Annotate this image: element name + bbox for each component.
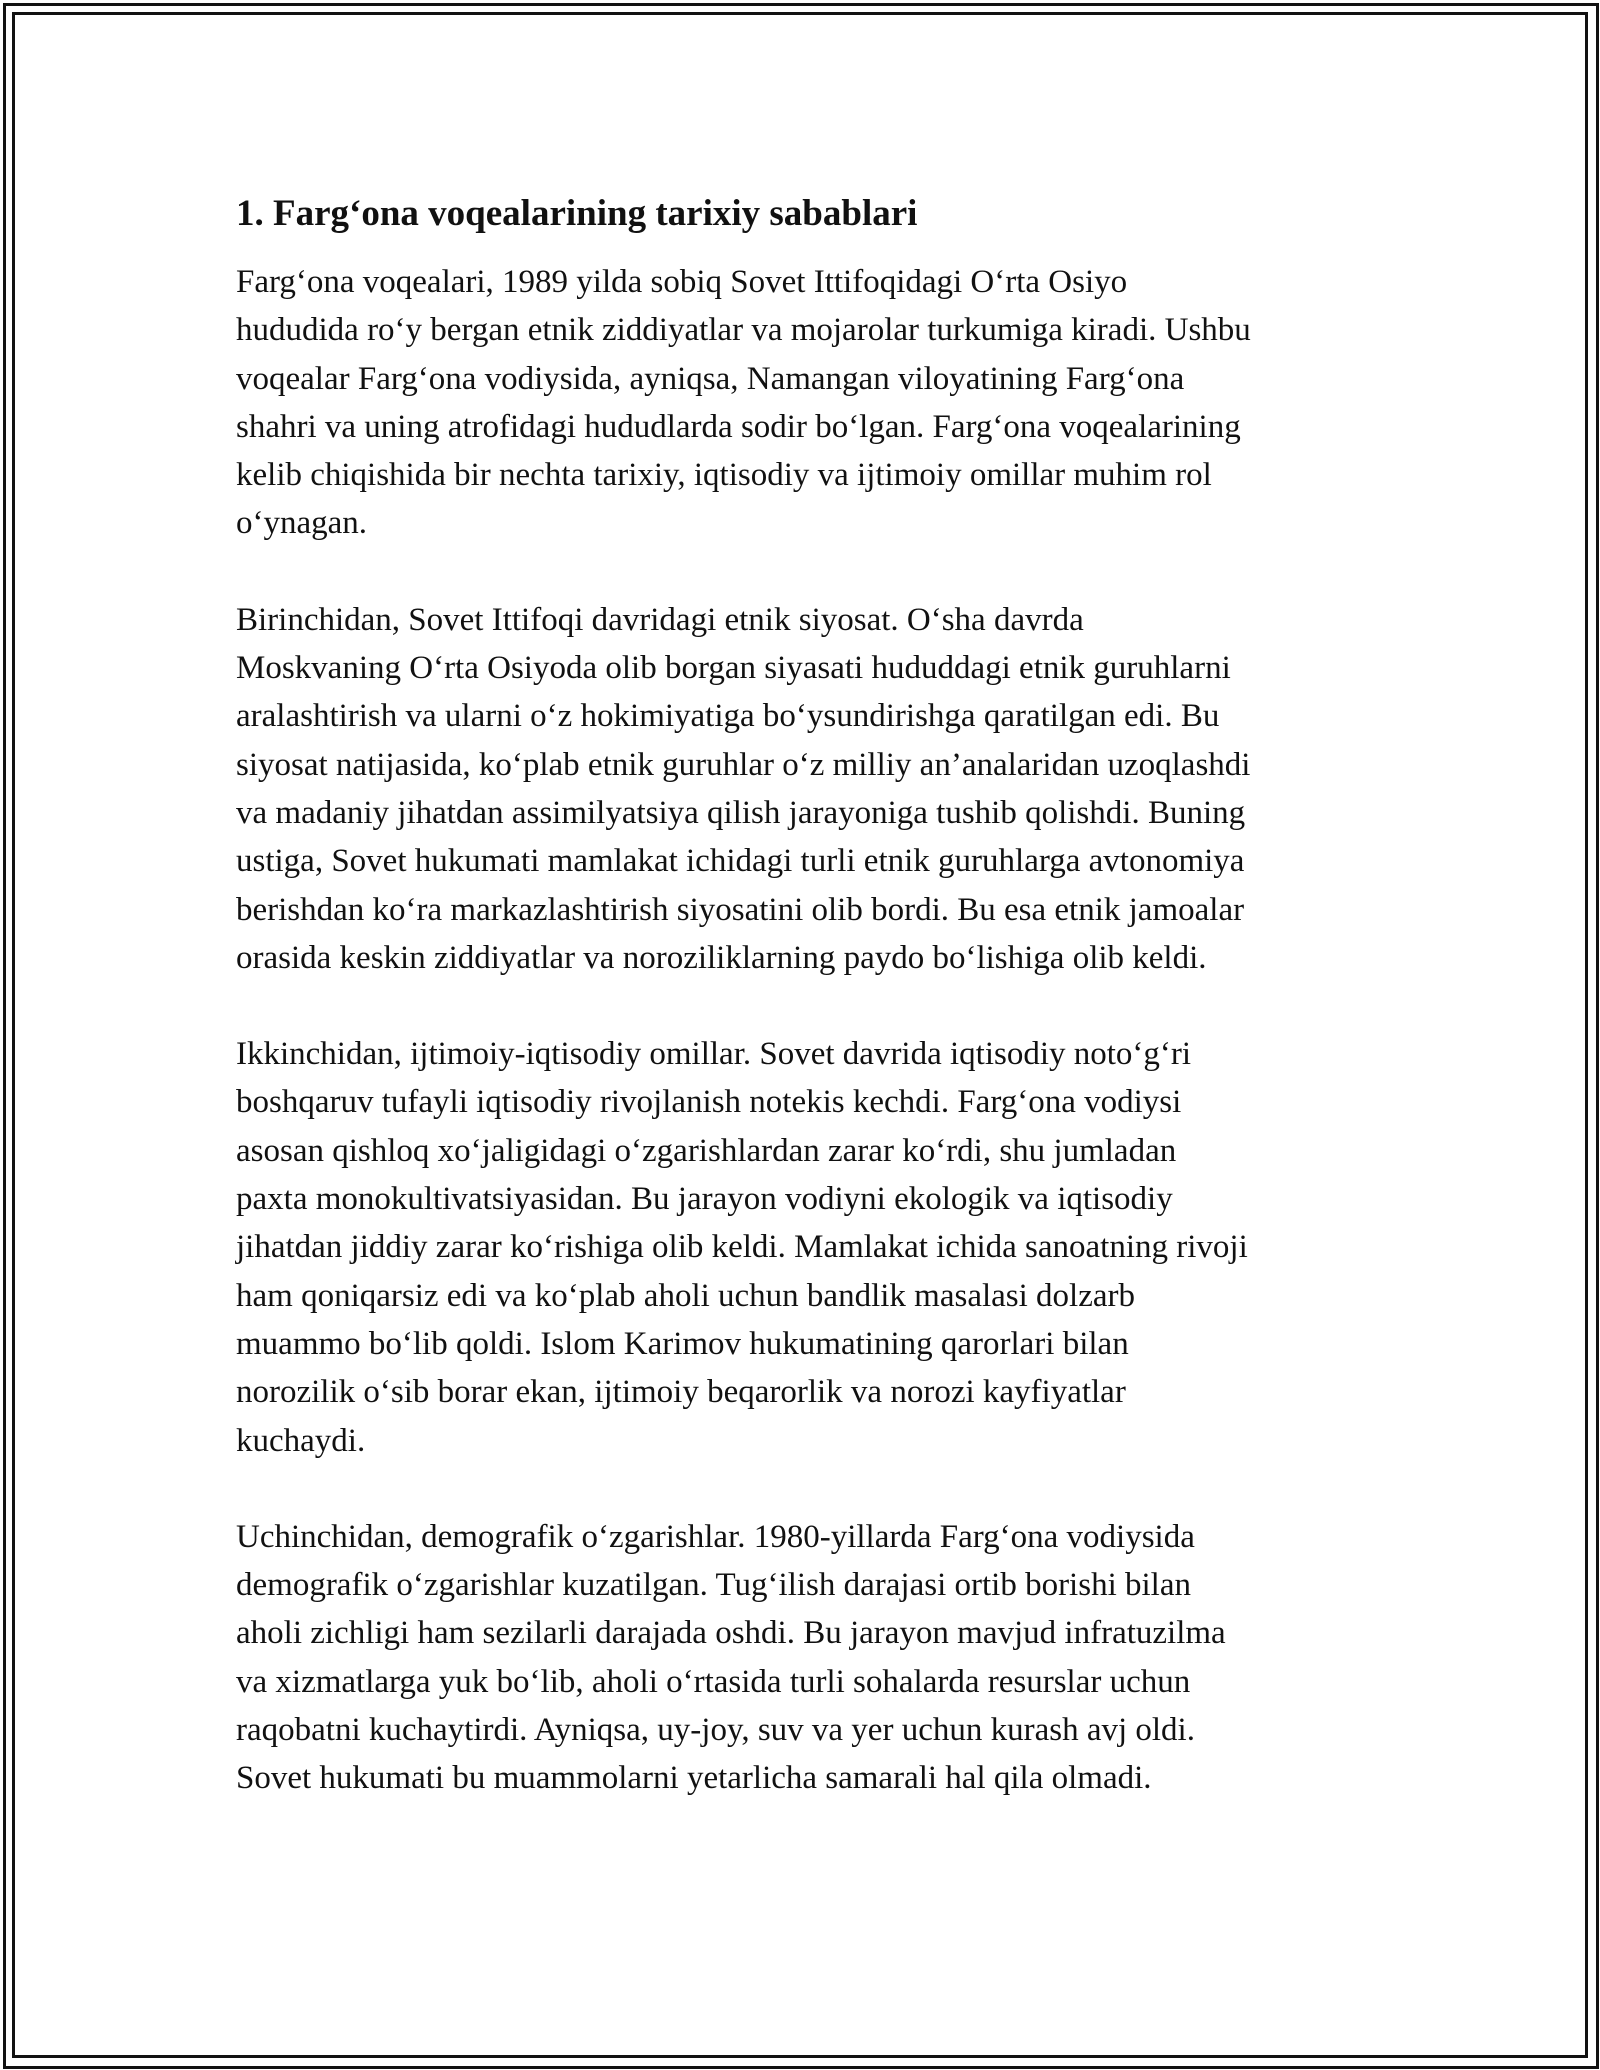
text-line: aholi zichligi ham sezilarli darajada oshdi. Bu jarayon mavjud infratuzilma: [236, 1615, 1226, 1652]
text-line: ustiga, Sovet hukumati mamlakat ichidagi turli etnik guruhlarga avtonomiya: [236, 843, 1245, 880]
text-line: Uchinchidan, demografik o‘zgarishlar. 1980-yillarda Farg‘ona vodiysida: [236, 1518, 1195, 1555]
text-line: va madaniy jihatdan assimilyatsiya qilish jarayoniga tushib qolishdi. Buning: [236, 794, 1246, 831]
document-body: [236, 188, 1366, 1851]
paragraph: [236, 1513, 1366, 1803]
text-line: Farg‘ona voqealari, 1989 yilda sobiq Sovet Ittifoqidagi O‘rta Osiyo: [236, 264, 1128, 300]
paragraph: [236, 1030, 1366, 1465]
text-line: aralashtirish va ularni o‘z hokimiyatiga bo‘ysundirishga qaratilgan edi. Bu: [236, 698, 1220, 735]
text-line: Birinchidan, Sovet Ittifoqi davridagi etnik siyosat. O‘sha davrda: [236, 601, 1084, 638]
paragraph: [236, 258, 1366, 548]
text-line: jihatdan jiddiy zarar ko‘rishiga olib keldi. Mamlakat ichida sanoatning rivoji: [236, 1229, 1248, 1266]
text-line: raqobatni kuchaytirdi. Ayniqsa, uy-joy, suv va yer uchun kurash avj oldi.: [236, 1712, 1195, 1749]
text-line: orasida keskin ziddiyatlar va noroziliklarning paydo bo‘lishiga olib keldi.: [236, 939, 1207, 976]
text-line: hududida ro‘y bergan etnik ziddiyatlar va mojarolar turkumiga kiradi. Ushbu: [236, 312, 1251, 349]
text-line: o‘ynagan.: [236, 505, 368, 542]
paragraph: [236, 596, 1366, 982]
text-line: Sovet hukumati bu muammolarni yetarlicha samarali hal qila olmadi.: [236, 1760, 1152, 1797]
text-line: kelib chiqishida bir nechta tarixiy, iqtisodiy va ijtimoiy omillar muhim rol: [236, 457, 1212, 494]
text-line: berishdan ko‘ra markazlashtirish siyosatini olib bordi. Bu esa etnik jamoalar: [236, 891, 1245, 928]
text-line: muammo bo‘lib qoldi. Islom Karimov hukumatining qarorlari bilan: [236, 1325, 1129, 1362]
paragraphs-container: [236, 258, 1366, 1803]
text-line: Moskvaning O‘rta Osiyoda olib borgan siyasati hududdagi etnik guruhlarni: [236, 650, 1231, 687]
text-line: paxta monokultivatsiyasidan. Bu jarayon vodiyni ekologik va iqtisodiy: [236, 1181, 1173, 1218]
text-line: voqealar Farg‘ona vodiysida, ayniqsa, Namangan viloyatining Farg‘ona: [236, 360, 1185, 397]
text-line: ham qoniqarsiz edi va ko‘plab aholi uchun bandlik masalasi dolzarb: [236, 1277, 1135, 1314]
text-line: boshqaruv tufayli iqtisodiy rivojlanish notekis kechdi. Farg‘ona vodiysi: [236, 1084, 1182, 1121]
text-line: asosan qishloq xo‘jaligidagi o‘zgarishlardan zarar ko‘rdi, shu jumladan: [236, 1132, 1177, 1169]
text-line: norozilik o‘sib borar ekan, ijtimoiy beqarorlik va norozi kayfiyatlar: [236, 1374, 1126, 1411]
text-line: kuchaydi.: [236, 1422, 366, 1459]
text-line: siyosat natijasida, ko‘plab etnik guruhlar o‘z milliy an’analaridan uzoqlashdi: [236, 746, 1251, 783]
text-line: demografik o‘zgarishlar kuzatilgan. Tug‘ilish darajasi ortib borishi bilan: [236, 1567, 1191, 1604]
section-heading: 1. Farg‘ona voqealarining tarixiy sabablari: [236, 193, 918, 234]
text-line: shahri va uning atrofidagi hududlarda sodir bo‘lgan. Farg‘ona voqealarining: [236, 408, 1241, 445]
text-line: Ikkinchidan, ijtimoiy-iqtisodiy omillar. Sovet davrida iqtisodiy noto‘g‘ri: [236, 1036, 1192, 1073]
text-line: va xizmatlarga yuk bo‘lib, aholi o‘rtasida turli sohalarda resurslar uchun: [236, 1663, 1191, 1700]
